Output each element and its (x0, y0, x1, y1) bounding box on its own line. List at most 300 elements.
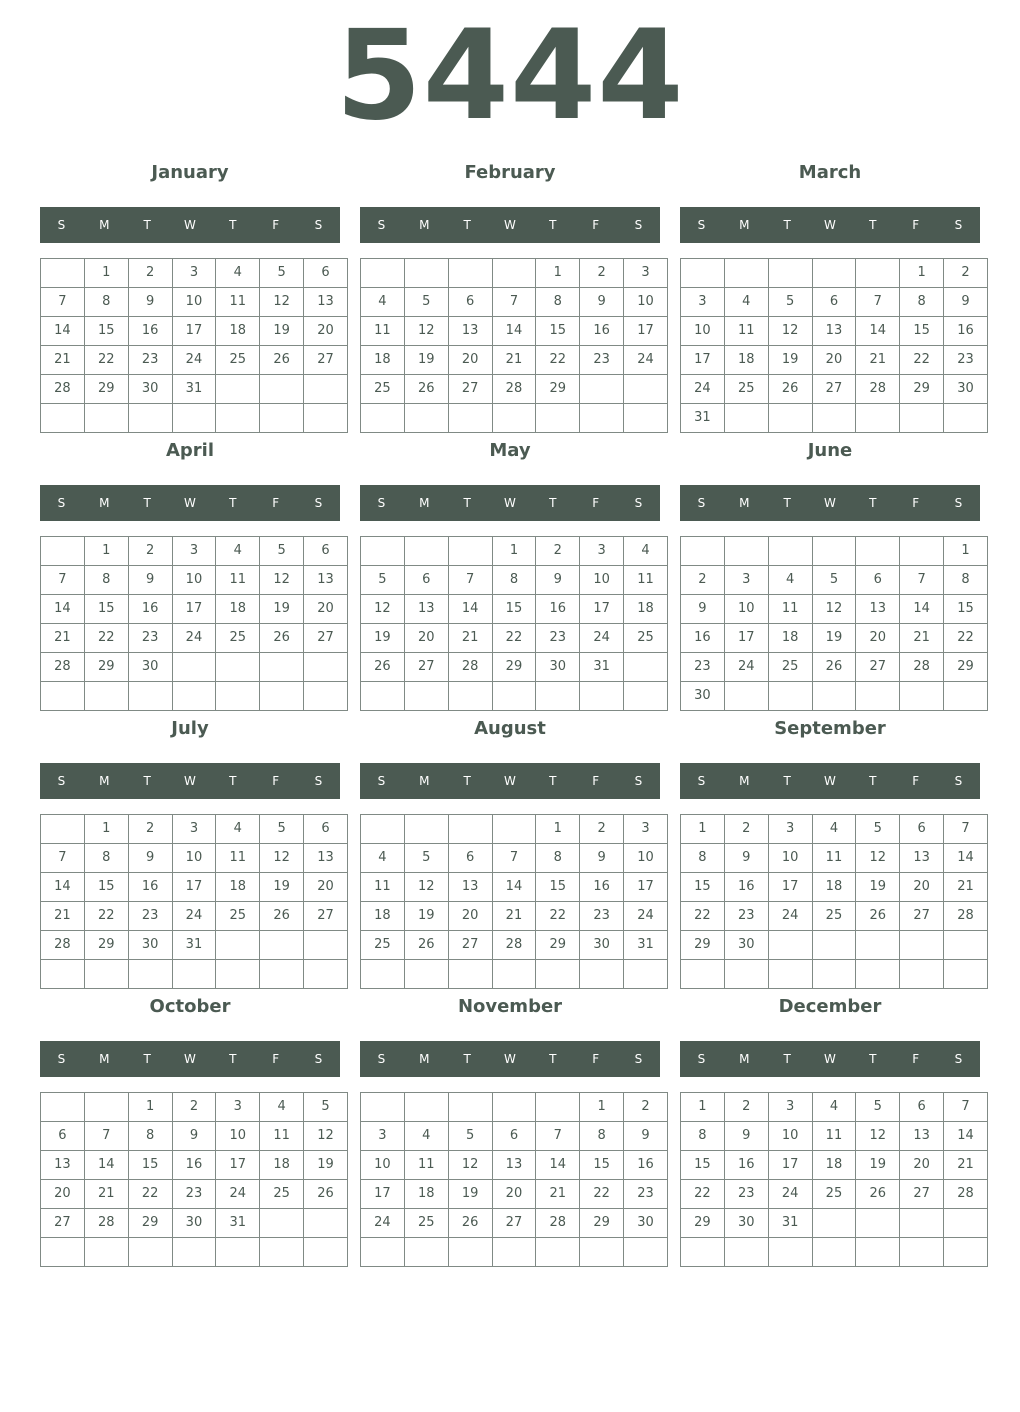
day-cell: 25 (361, 375, 405, 404)
day-cell (304, 375, 348, 404)
week-row (361, 1238, 668, 1267)
weekday-header (360, 1041, 660, 1077)
week-row (681, 1238, 988, 1267)
week-row (41, 1122, 348, 1151)
day-cell: 24 (624, 902, 668, 931)
day-cell (260, 1238, 304, 1267)
day-cell: 7 (41, 288, 85, 317)
weekday-label: T (783, 774, 791, 788)
day-cell: 11 (768, 595, 812, 624)
day-cell (624, 404, 668, 433)
day-cell: 20 (856, 624, 900, 653)
day-cell: 13 (448, 317, 492, 346)
day-cell: 24 (216, 1180, 260, 1209)
day-cell: 14 (944, 1122, 988, 1151)
day-cell: 19 (404, 346, 448, 375)
day-cell: 14 (41, 317, 85, 346)
week-row (361, 537, 668, 566)
day-cell: 27 (900, 902, 944, 931)
day-cell: 13 (41, 1151, 85, 1180)
day-cell: 13 (856, 595, 900, 624)
weekday-header (680, 485, 980, 521)
day-cell (41, 537, 85, 566)
day-cell (304, 404, 348, 433)
day-cell: 13 (900, 1122, 944, 1151)
day-cell: 20 (304, 873, 348, 902)
day-cell: 2 (128, 259, 172, 288)
weekday-label: M (99, 218, 110, 232)
day-cell (900, 1238, 944, 1267)
day-cell: 26 (448, 1209, 492, 1238)
day-cell: 25 (361, 931, 405, 960)
weekday-label: F (592, 774, 600, 788)
day-cell: 8 (681, 1122, 725, 1151)
weekday-label: F (912, 1052, 920, 1066)
day-cell (404, 1238, 448, 1267)
day-cell: 3 (172, 537, 216, 566)
day-cell: 16 (724, 873, 768, 902)
day-cell: 14 (41, 873, 85, 902)
week-row (361, 404, 668, 433)
day-cell: 2 (944, 259, 988, 288)
week-row (681, 815, 988, 844)
day-cell: 29 (681, 931, 725, 960)
day-grid (360, 1092, 668, 1267)
day-cell: 21 (856, 346, 900, 375)
day-cell: 23 (724, 902, 768, 931)
day-cell: 8 (944, 566, 988, 595)
day-cell (536, 404, 580, 433)
day-cell: 17 (172, 873, 216, 902)
day-cell (724, 537, 768, 566)
day-cell: 5 (260, 815, 304, 844)
day-cell: 25 (624, 624, 668, 653)
day-cell: 2 (128, 537, 172, 566)
day-cell (448, 815, 492, 844)
day-cell: 9 (724, 1122, 768, 1151)
day-cell: 9 (944, 288, 988, 317)
day-cell (624, 375, 668, 404)
day-cell: 6 (812, 288, 856, 317)
week-row (41, 624, 348, 653)
day-cell (812, 1209, 856, 1238)
weekday-label: S (697, 218, 706, 232)
day-cell: 4 (404, 1122, 448, 1151)
day-cell: 22 (681, 902, 725, 931)
day-cell (681, 1238, 725, 1267)
day-cell (448, 259, 492, 288)
day-cell: 15 (536, 873, 580, 902)
weekday-label: S (954, 218, 963, 232)
day-cell: 12 (404, 317, 448, 346)
day-cell: 25 (724, 375, 768, 404)
weekday-label: M (99, 774, 110, 788)
day-cell: 3 (216, 1093, 260, 1122)
day-cell (944, 682, 988, 711)
day-cell: 31 (768, 1209, 812, 1238)
day-cell: 23 (172, 1180, 216, 1209)
day-cell (812, 1238, 856, 1267)
day-cell (580, 682, 624, 711)
day-cell: 18 (812, 1151, 856, 1180)
day-cell: 15 (84, 595, 128, 624)
week-row (361, 566, 668, 595)
weekday-label: S (697, 1052, 706, 1066)
day-cell: 22 (536, 346, 580, 375)
day-cell: 16 (128, 595, 172, 624)
day-cell (768, 537, 812, 566)
day-cell: 1 (128, 1093, 172, 1122)
week-row (361, 653, 668, 682)
day-cell: 20 (812, 346, 856, 375)
day-cell: 1 (681, 815, 725, 844)
day-cell: 28 (492, 931, 536, 960)
day-cell: 4 (624, 537, 668, 566)
day-cell: 3 (172, 815, 216, 844)
day-cell: 7 (856, 288, 900, 317)
day-cell: 25 (404, 1209, 448, 1238)
day-cell (812, 931, 856, 960)
day-cell: 10 (768, 1122, 812, 1151)
day-cell: 6 (856, 566, 900, 595)
day-cell: 3 (768, 1093, 812, 1122)
day-cell: 13 (304, 566, 348, 595)
week-row (41, 931, 348, 960)
week-row (681, 1209, 988, 1238)
weekday-header (40, 485, 340, 521)
day-cell: 11 (812, 1122, 856, 1151)
week-row (361, 844, 668, 873)
day-cell (768, 1238, 812, 1267)
day-grid (680, 1092, 988, 1267)
day-cell: 2 (580, 815, 624, 844)
day-cell: 16 (128, 317, 172, 346)
day-cell (536, 1238, 580, 1267)
day-cell (624, 960, 668, 989)
day-cell: 9 (580, 844, 624, 873)
day-cell (260, 404, 304, 433)
day-cell: 10 (624, 844, 668, 873)
day-cell: 25 (260, 1180, 304, 1209)
day-cell (492, 1093, 536, 1122)
week-row (681, 873, 988, 902)
month-name: July (171, 718, 209, 739)
day-cell: 21 (41, 624, 85, 653)
day-cell: 24 (624, 346, 668, 375)
day-cell: 7 (900, 566, 944, 595)
day-cell (404, 1093, 448, 1122)
day-cell (304, 653, 348, 682)
day-cell: 29 (536, 931, 580, 960)
week-row (41, 1093, 348, 1122)
day-cell: 30 (128, 653, 172, 682)
day-cell: 16 (172, 1151, 216, 1180)
day-cell: 20 (448, 346, 492, 375)
weekday-label: T (869, 496, 877, 510)
weekday-label: F (912, 496, 920, 510)
day-grid (680, 258, 988, 433)
day-cell (580, 1238, 624, 1267)
day-cell: 11 (404, 1151, 448, 1180)
day-cell: 11 (216, 566, 260, 595)
weekday-label: T (463, 774, 471, 788)
day-cell: 20 (900, 1151, 944, 1180)
day-cell (172, 653, 216, 682)
weekday-label: S (377, 496, 386, 510)
day-cell: 22 (84, 624, 128, 653)
day-cell: 22 (84, 902, 128, 931)
day-cell: 23 (944, 346, 988, 375)
day-cell: 30 (172, 1209, 216, 1238)
week-row (41, 537, 348, 566)
day-cell: 5 (856, 1093, 900, 1122)
day-cell: 9 (128, 844, 172, 873)
day-cell (900, 1209, 944, 1238)
day-cell (260, 653, 304, 682)
day-cell: 24 (361, 1209, 405, 1238)
week-row (361, 815, 668, 844)
day-cell: 19 (812, 624, 856, 653)
weekday-label: T (783, 496, 791, 510)
day-cell: 20 (41, 1180, 85, 1209)
day-cell: 26 (812, 653, 856, 682)
day-cell: 26 (404, 931, 448, 960)
weekday-label: S (697, 496, 706, 510)
day-cell: 4 (260, 1093, 304, 1122)
day-cell: 16 (944, 317, 988, 346)
day-cell: 28 (41, 375, 85, 404)
day-cell: 21 (944, 873, 988, 902)
week-row (361, 1093, 668, 1122)
day-cell: 9 (724, 844, 768, 873)
day-cell (84, 404, 128, 433)
week-row (41, 844, 348, 873)
week-row (41, 259, 348, 288)
day-cell (536, 1093, 580, 1122)
day-cell: 31 (172, 931, 216, 960)
day-cell: 12 (404, 873, 448, 902)
weekday-label: T (549, 218, 557, 232)
week-row (361, 931, 668, 960)
day-cell: 6 (304, 537, 348, 566)
weekday-label: T (143, 1052, 151, 1066)
day-cell (404, 404, 448, 433)
weekday-label: W (504, 774, 516, 788)
day-cell: 18 (768, 624, 812, 653)
weekday-label: M (419, 774, 430, 788)
day-cell: 16 (536, 595, 580, 624)
day-cell: 1 (944, 537, 988, 566)
day-cell: 25 (216, 346, 260, 375)
weekday-label: W (824, 218, 836, 232)
day-cell: 10 (768, 844, 812, 873)
day-cell: 9 (536, 566, 580, 595)
day-cell (41, 259, 85, 288)
day-cell: 16 (580, 873, 624, 902)
day-cell: 5 (768, 288, 812, 317)
weekday-label: S (634, 774, 643, 788)
day-cell (768, 931, 812, 960)
day-cell: 4 (768, 566, 812, 595)
week-row (681, 1122, 988, 1151)
weekday-label: M (419, 1052, 430, 1066)
day-cell: 5 (304, 1093, 348, 1122)
day-cell (681, 960, 725, 989)
day-cell: 7 (492, 288, 536, 317)
day-grid (40, 258, 348, 433)
weekday-label: T (143, 496, 151, 510)
day-cell: 15 (944, 595, 988, 624)
day-cell: 22 (492, 624, 536, 653)
day-cell (900, 537, 944, 566)
day-cell: 21 (84, 1180, 128, 1209)
weekday-label: F (592, 218, 600, 232)
day-cell: 1 (492, 537, 536, 566)
week-row (681, 1151, 988, 1180)
day-cell: 28 (536, 1209, 580, 1238)
day-cell: 19 (260, 595, 304, 624)
day-cell: 22 (900, 346, 944, 375)
day-cell: 3 (624, 815, 668, 844)
day-cell: 11 (724, 317, 768, 346)
day-cell: 12 (260, 844, 304, 873)
day-cell (128, 1238, 172, 1267)
day-cell: 16 (580, 317, 624, 346)
weekday-label: W (504, 496, 516, 510)
day-cell: 30 (944, 375, 988, 404)
weekday-label: F (272, 496, 280, 510)
day-cell: 2 (624, 1093, 668, 1122)
weekday-label: M (739, 218, 750, 232)
day-cell (768, 259, 812, 288)
day-cell (260, 960, 304, 989)
day-cell (84, 1093, 128, 1122)
day-cell: 27 (41, 1209, 85, 1238)
week-row (361, 960, 668, 989)
weekday-label: T (229, 1052, 237, 1066)
weekday-label: F (592, 1052, 600, 1066)
day-cell (492, 404, 536, 433)
day-cell: 24 (724, 653, 768, 682)
day-cell: 14 (41, 595, 85, 624)
day-cell: 28 (41, 931, 85, 960)
day-cell: 15 (900, 317, 944, 346)
week-row (681, 404, 988, 433)
day-cell (361, 960, 405, 989)
weekday-label: S (954, 774, 963, 788)
week-row (681, 1180, 988, 1209)
day-cell: 11 (216, 844, 260, 873)
day-cell (172, 1238, 216, 1267)
weekday-label: T (463, 496, 471, 510)
weekday-header (40, 207, 340, 243)
week-row (361, 1209, 668, 1238)
day-cell (492, 960, 536, 989)
day-cell (580, 960, 624, 989)
day-cell: 17 (361, 1180, 405, 1209)
day-cell: 23 (128, 624, 172, 653)
weekday-label: T (869, 1052, 877, 1066)
weekday-label: M (99, 496, 110, 510)
day-cell: 24 (172, 902, 216, 931)
day-cell: 29 (84, 653, 128, 682)
day-cell: 6 (448, 844, 492, 873)
day-cell: 17 (681, 346, 725, 375)
day-cell: 28 (492, 375, 536, 404)
week-row (41, 815, 348, 844)
day-cell (216, 960, 260, 989)
weekday-label: S (314, 774, 323, 788)
day-grid (40, 814, 348, 989)
day-cell (681, 259, 725, 288)
day-cell: 26 (856, 1180, 900, 1209)
day-cell (724, 960, 768, 989)
day-cell: 23 (580, 346, 624, 375)
day-cell (448, 960, 492, 989)
weekday-label: T (869, 218, 877, 232)
weekday-header (360, 763, 660, 799)
weekday-label: M (419, 218, 430, 232)
day-cell: 7 (944, 815, 988, 844)
day-cell: 3 (724, 566, 768, 595)
week-row (41, 1238, 348, 1267)
week-row (361, 375, 668, 404)
weekday-label: S (697, 774, 706, 788)
day-cell: 4 (361, 844, 405, 873)
day-cell: 22 (681, 1180, 725, 1209)
day-cell (944, 931, 988, 960)
week-row (41, 1209, 348, 1238)
weekday-label: T (143, 774, 151, 788)
week-row (361, 902, 668, 931)
month-name: April (165, 440, 215, 461)
week-row (361, 288, 668, 317)
day-cell: 12 (361, 595, 405, 624)
day-cell: 9 (172, 1122, 216, 1151)
day-cell: 29 (492, 653, 536, 682)
day-cell: 12 (812, 595, 856, 624)
day-cell: 10 (624, 288, 668, 317)
day-cell (944, 960, 988, 989)
day-cell: 8 (536, 844, 580, 873)
day-cell (216, 931, 260, 960)
day-cell: 20 (304, 317, 348, 346)
week-row (41, 873, 348, 902)
month-name: March (798, 162, 862, 183)
week-row (41, 1151, 348, 1180)
day-cell: 22 (536, 902, 580, 931)
day-cell (216, 375, 260, 404)
day-cell (492, 259, 536, 288)
day-cell (900, 960, 944, 989)
week-row (681, 537, 988, 566)
day-cell: 25 (216, 624, 260, 653)
weekday-label: F (912, 774, 920, 788)
day-cell (724, 404, 768, 433)
day-cell (536, 960, 580, 989)
day-cell: 29 (84, 931, 128, 960)
day-cell: 27 (492, 1209, 536, 1238)
day-cell: 26 (260, 902, 304, 931)
day-cell (448, 404, 492, 433)
day-cell: 8 (84, 288, 128, 317)
day-cell (944, 1209, 988, 1238)
day-cell: 8 (681, 844, 725, 873)
day-cell: 19 (361, 624, 405, 653)
day-cell: 10 (681, 317, 725, 346)
day-cell (304, 931, 348, 960)
month-name: June (807, 440, 853, 461)
